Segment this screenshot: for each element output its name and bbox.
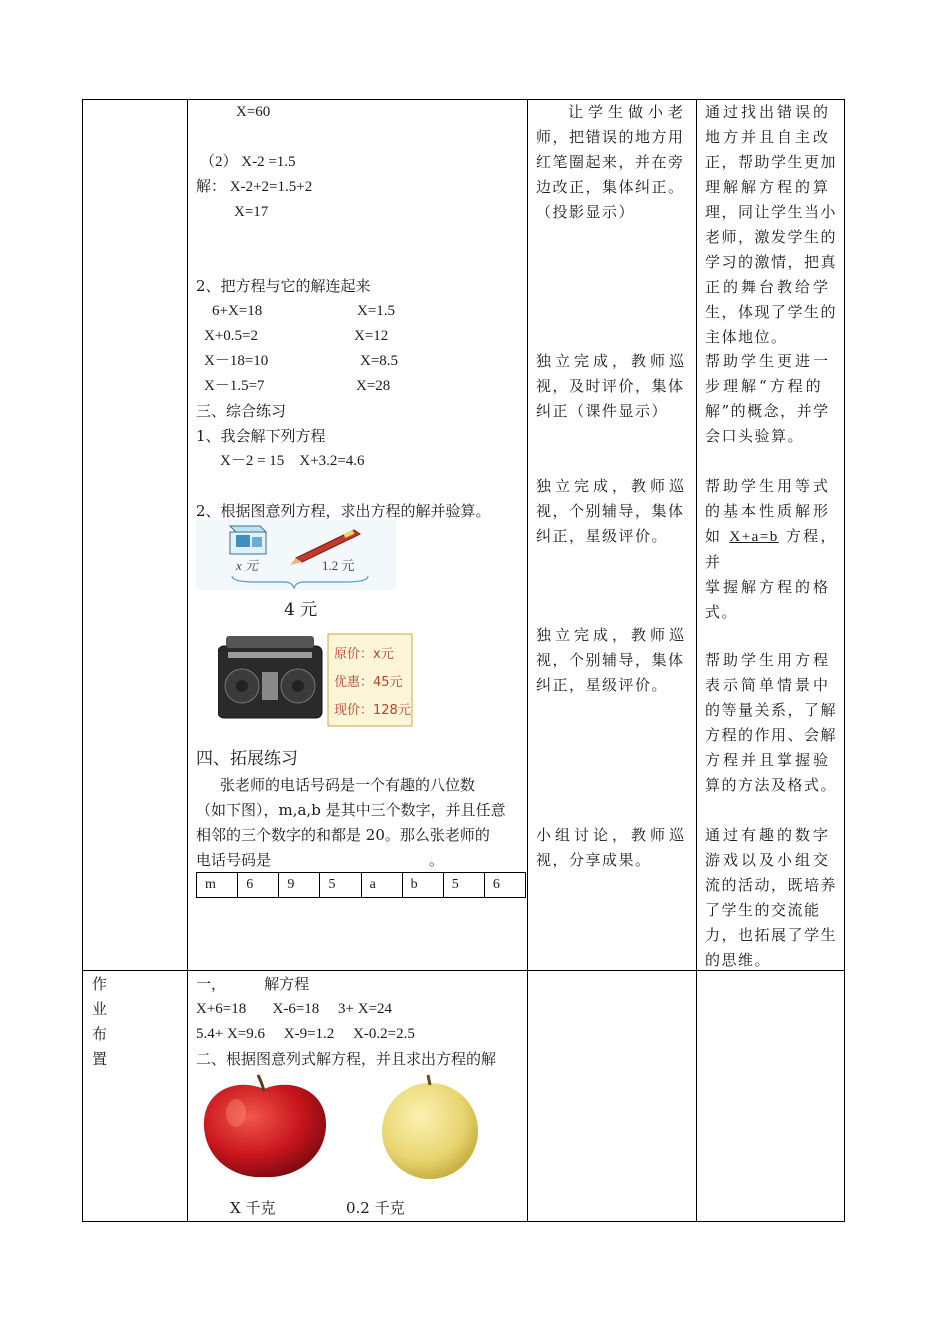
table-left-border — [82, 99, 83, 1222]
phone-digit: 5 — [320, 873, 361, 898]
activity-line: 独立完成，教师巡 — [536, 626, 689, 644]
activity-block — [536, 823, 688, 873]
homework-label-char: 布 — [92, 1025, 108, 1043]
intent-block — [705, 823, 837, 973]
intent-line: 的基本性质解形 — [705, 502, 832, 520]
intent-line: 流的活动，既培养 — [705, 876, 838, 894]
table-row — [197, 873, 526, 898]
activity-line: 边改正，集体纠正。 — [536, 178, 685, 196]
intent-line: 老师，激发学生的 — [705, 228, 838, 246]
phone-digit: 6 — [238, 873, 279, 898]
match-equation: X+0.5=2 — [204, 328, 259, 344]
apple-weight-label: X 千克 — [230, 1199, 276, 1217]
puzzle-answer-suffix: 。 — [429, 851, 445, 869]
intent-line: 正，帮助学生更加 — [705, 153, 838, 171]
phone-digit: 6 — [484, 873, 525, 898]
intent-line: 表示简单情景中 — [705, 676, 832, 694]
homework-label-char: 作 — [92, 975, 108, 993]
intent-line: 学习的激情，把真 — [705, 253, 838, 271]
activity-line: 纠正（课件显示） — [536, 402, 669, 420]
activity-line: 独立完成，教师巡 — [536, 352, 689, 370]
activity-line: 视，及时评价，集体 — [536, 377, 685, 395]
intent-line: 算的方法及格式。 — [705, 776, 838, 794]
intent-line: 方程并且掌握验 — [705, 751, 832, 769]
answer-blank[interactable] — [271, 855, 429, 873]
pear-weight-label: 0.2 千克 — [346, 1199, 405, 1217]
activity-block — [536, 623, 688, 698]
intent-line: 帮助学生用等式 — [705, 477, 832, 495]
match-equation: 6+X=18 — [212, 303, 263, 319]
activity-line: 独立完成，教师巡 — [536, 477, 689, 495]
phone-digit: 5 — [443, 873, 484, 898]
homework-equations-line: 5.4+ X=9.6 X-9=1.2 X-0.2=2.5 — [196, 1026, 415, 1042]
intent-line — [705, 524, 837, 575]
homework-label-char: 业 — [92, 1000, 108, 1018]
column-divider-3 — [696, 99, 697, 1222]
pencil-box-price-label: x 元 — [236, 558, 259, 573]
solve1-result: X=60 — [236, 104, 271, 120]
activity-line: 视，个别辅导，集体 — [536, 502, 685, 520]
match-solution: X=1.5 — [357, 303, 396, 319]
solve2-step: 解： X-2+2=1.5+2 — [196, 179, 313, 195]
column-divider-2 — [527, 99, 528, 1222]
puzzle-answer-line — [196, 848, 444, 873]
puzzle-answer-prefix: 电话号码是 — [196, 851, 272, 869]
equation-form: X+a=b — [729, 529, 779, 545]
pear-figure — [378, 1073, 482, 1183]
activity-block — [536, 349, 688, 424]
match-equation: X－1.5=7 — [204, 378, 265, 394]
pencil-box-pen-figure — [196, 520, 396, 590]
match-solution: X=12 — [354, 328, 389, 344]
match-title: 2、把方程与它的解连起来 — [196, 277, 371, 295]
original-price: 原价：x元 — [334, 647, 394, 662]
intent-line: 的思维。 — [705, 951, 772, 969]
total-price-label: 4 元 — [284, 600, 318, 620]
phone-digit: 9 — [279, 873, 320, 898]
intent-line: 的等量关系，了解 — [705, 701, 838, 719]
intent-block — [705, 474, 837, 625]
activity-line: 红笔圈起来，并在旁 — [536, 153, 685, 171]
exercise-2-title: 2、根据图意列方程，求出方程的解并验算。 — [196, 502, 491, 520]
apple-figure — [196, 1073, 332, 1183]
activity-block — [536, 474, 688, 549]
activity-line: 纠正，星级评价。 — [536, 676, 669, 694]
intent-line: 生，体现了学生的 — [705, 303, 838, 321]
intent-line: 了学生的交流能 — [705, 901, 821, 919]
intent-text: 方程，并 — [705, 527, 837, 571]
intent-line: 主体地位。 — [705, 328, 788, 346]
intent-line: 解”的概念，并学 — [705, 402, 830, 420]
current-price: 现价：128元 — [334, 703, 411, 718]
apple-icon — [204, 1075, 326, 1177]
solve2-result: X=17 — [234, 204, 269, 220]
intent-block — [705, 100, 837, 350]
pear-icon — [382, 1075, 478, 1179]
intent-line: 会口头验算。 — [705, 427, 805, 445]
intent-line: 理解解方程的算 — [705, 178, 832, 196]
intent-line: 帮助学生更进一 — [705, 352, 832, 370]
intent-line: 方程的作用、会解 — [705, 726, 838, 744]
table-bottom-border — [82, 1221, 845, 1222]
intent-block — [705, 349, 837, 449]
intent-line: 式。 — [705, 603, 739, 621]
pen-price-label: 1.2 元 — [322, 558, 355, 573]
homework-equations-line: X+6=18 X-6=18 3+ X=24 — [196, 1001, 393, 1017]
intent-line: 理，同让学生当小 — [705, 203, 838, 221]
activity-line: 视，分享成果。 — [536, 851, 652, 869]
activity-line: 纠正，星级评价。 — [536, 527, 669, 545]
intent-line: 通过找出错误的 — [705, 103, 832, 121]
activity-line: 视，个别辅导，集体 — [536, 651, 685, 669]
match-equation: X－18=10 — [204, 353, 269, 369]
homework-part1-title: 一， 解方程 — [196, 975, 310, 993]
radio-figure — [218, 632, 414, 728]
section-4-heading: 四、拓展练习 — [196, 749, 298, 769]
intent-line: 力，也拓展了学生 — [705, 926, 838, 944]
activity-line: 小组讨论，教师巡 — [536, 826, 689, 844]
intent-line: 步理解“方程的 — [705, 377, 824, 395]
phone-digit: a — [361, 873, 402, 898]
table-right-border — [844, 99, 845, 1222]
exercise-1-equations: X－2 = 15 X+3.2=4.6 — [220, 453, 365, 469]
discount: 优惠：45元 — [334, 675, 403, 690]
exercise-1-title: 1、我会解下列方程 — [196, 427, 326, 445]
intent-line: 正的舞台教给学 — [705, 278, 832, 296]
phone-digit: m — [197, 873, 238, 898]
column-divider-1 — [187, 99, 188, 1222]
pencil-box-icon — [230, 526, 266, 554]
match-solution: X=8.5 — [360, 353, 399, 369]
intent-line: 通过有趣的数字 — [705, 826, 832, 844]
homework-part2-title: 二、根据图意列式解方程，并且求出方程的解 — [196, 1050, 497, 1068]
phone-number-table — [196, 872, 526, 898]
intent-line: 地方并且自主改 — [705, 128, 832, 146]
intent-line: 掌握解方程的格 — [705, 578, 832, 596]
solve2-title: （2） X-2 =1.5 — [200, 154, 296, 170]
activity-line: 师，把错误的地方用 — [536, 128, 685, 146]
intent-line: 游戏以及小组交 — [705, 851, 832, 869]
intent-line: 帮助学生用方程 — [705, 651, 832, 669]
phone-digit: b — [402, 873, 443, 898]
radio-icon — [218, 636, 322, 718]
intent-text: 如 — [705, 527, 730, 545]
puzzle-line: 相邻的三个数字的和都是 20。那么张老师的 — [196, 826, 490, 844]
activity-block — [536, 100, 688, 225]
activity-line: （投影显示） — [536, 203, 636, 221]
activity-line: 让学生做小老 — [568, 103, 689, 121]
match-solution: X=28 — [356, 378, 391, 394]
homework-label-char: 置 — [92, 1050, 108, 1068]
intent-block — [705, 648, 837, 798]
puzzle-line: 张老师的电话号码是一个有趣的八位数 — [220, 776, 476, 794]
puzzle-line: （如下图），m,a,b 是其中三个数字，并且任意 — [196, 801, 506, 819]
section-3-heading: 三、综合练习 — [196, 402, 287, 420]
